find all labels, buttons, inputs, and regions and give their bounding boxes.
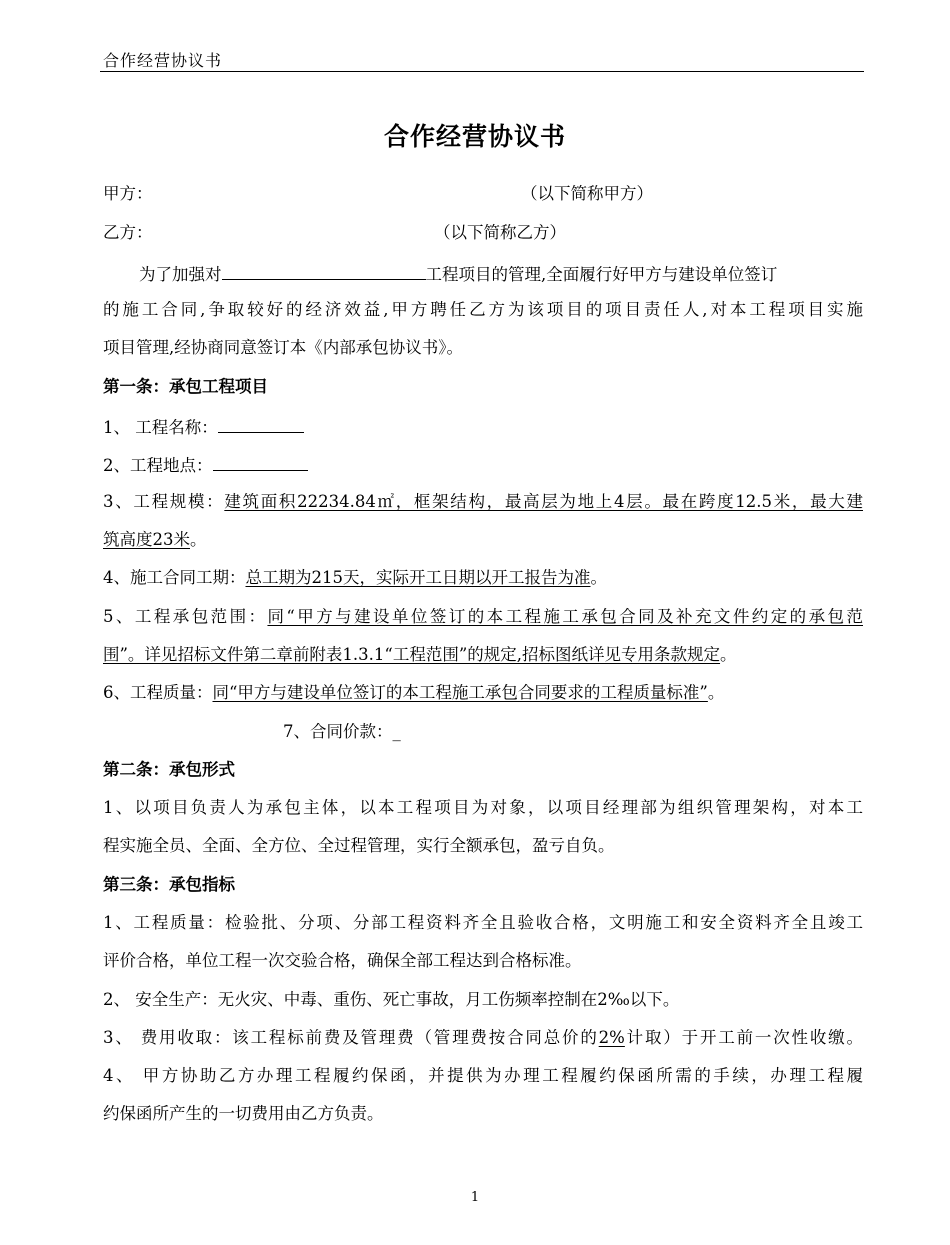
article1-item1: 1、 工程名称： [103,414,304,439]
article2-p1-line1: 1、以项目负责人为承包主体，以本工程项目为对象，以项目经理部为组织管理架构，对本工 [103,798,863,817]
party-b-label: 乙方： [103,223,153,242]
article1-item6: 6、工程质量：同“甲方与建设单位签订的本工程施工承包合同要求的工程质量标准”。 [103,683,725,702]
document-title: 合作经营协议书 [383,122,566,151]
running-header: 合作经营协议书 [103,51,223,70]
article1-item3-line1: 3、工程规模：建筑面积22234.84㎡，框架结构，最高层为地上4层。最在跨度12.5米，最大建 [103,492,863,511]
project-name-field-blank [218,414,304,433]
article3-heading: 第三条：承包指标 [103,875,235,894]
article1-item2: 2、工程地点： [103,452,308,477]
contract-price-blank: _ [392,722,401,741]
project-name-blank [222,261,426,280]
party-a-line [103,183,653,205]
article1-item5-line1: 5、工程承包范围：同“甲方与建设单位签订的本工程施工承包合同及补充文件约定的承包范 [103,607,863,626]
article3-p3: 3、 费用收取：该工程标前费及管理费（管理费按合同总价的2%计取）于开工前一次性收缴。 [103,1028,864,1047]
project-location-blank [213,452,308,471]
article3-p2: 2、 安全生产：无火灾、中毒、重伤、死亡事故，月工伤频率控制在2‰以下。 [103,990,680,1009]
article1-heading: 第一条：承包工程项目 [103,377,268,396]
party-b-note: （以下简称乙方） [434,223,566,242]
article3-p4-line1: 4、 甲方协助乙方办理工程履约保函，并提供为办理工程履约保函所需的手续，办理工程履 [103,1066,863,1085]
party-a-note: （以下简称甲方） [521,184,653,203]
article2-heading: 第二条：承包形式 [103,760,235,779]
article3-p4-line2: 约保函所产生的一切费用由乙方负责。 [103,1104,384,1123]
intro-line-2: 的施工合同,争取较好的经济效益,甲方聘任乙方为该项目的项目责任人,对本工程项目实施 [103,300,863,319]
article3-p1-line2: 评价合格，单位工程一次交验合格，确保全部工程达到合格标准。 [103,951,582,970]
article1-item3-line2: 筑高度23米。 [103,530,207,549]
page-number: 1 [470,1190,480,1205]
article3-p1-line1: 1、工程质量：检验批、分项、分部工程资料齐全且验收合格，文明施工和安全资料齐全且竣工 [103,913,863,932]
party-a-label: 甲方： [103,184,153,203]
article2-p1-line2: 程实施全员、全面、全方位、全过程管理，实行全额承包，盈亏自负。 [103,836,615,855]
intro-line-1: 为了加强对 工程项目的管理,全面履行好甲方与建设单位签订 [139,261,777,286]
article1-item5-line2: 围”。详见招标文件第二章前附表1.3.1“工程范围”的规定,招标图纸详见专用条款规定。 [103,645,737,664]
party-b-line [103,222,566,244]
intro-line-3: 项目管理,经协商同意签订本《内部承包协议书》。 [103,338,463,357]
header-divider [100,71,864,72]
article1-item4: 4、施工合同工期：总工期为215天，实际开工日期以开工报告为准。 [103,568,607,587]
article1-item7: 7、合同价款：_ [283,722,401,741]
